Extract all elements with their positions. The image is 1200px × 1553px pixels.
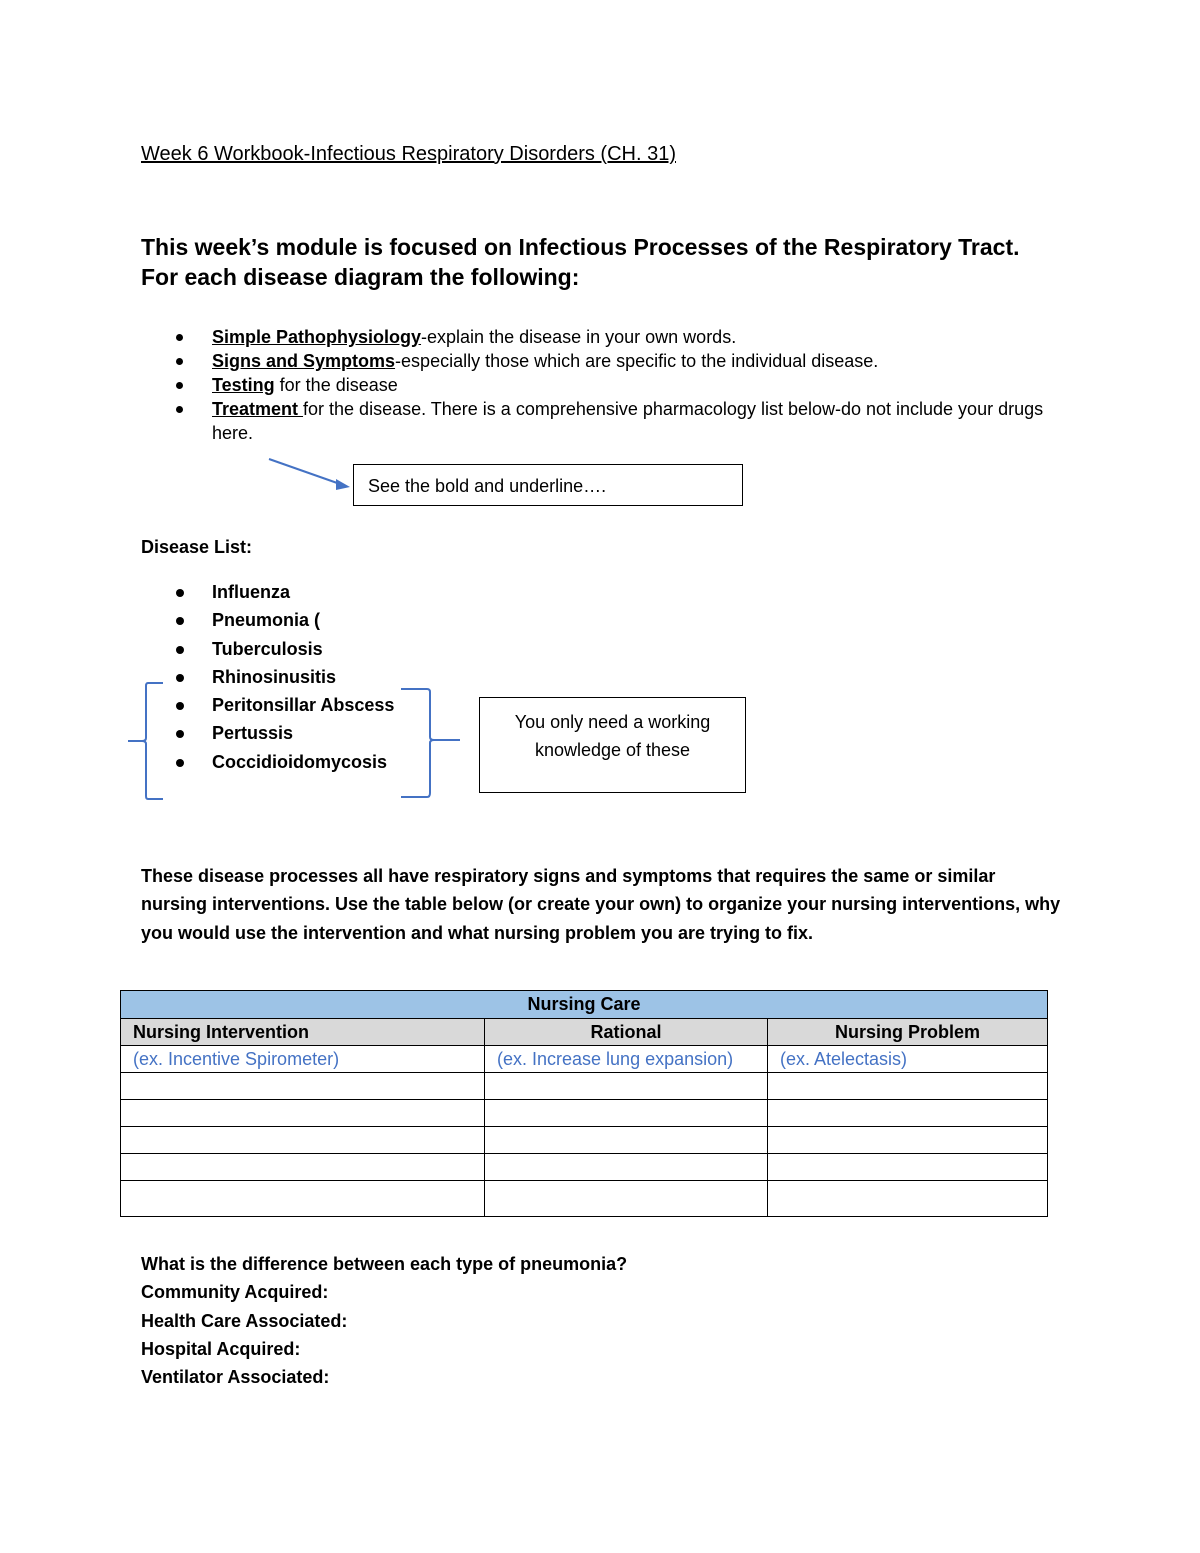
bullet-text: for the disease. There is a comprehensive pharmacology list below-do not include your drugs here. — [212, 399, 1044, 443]
note-box: You only need a working knowledge of these — [479, 697, 746, 793]
instructions-paragraph: These disease processes all have respiratory signs and symptoms that requires the same or similar nursing interventions. Use the table below (or create your own) to organize your nursing interventions, why you would use the intervention and what nursing problem you are trying to fix. — [141, 866, 1061, 943]
table-cell[interactable] — [485, 1100, 768, 1127]
arrow-icon — [269, 459, 350, 490]
callout-box: See the bold and underline…. — [353, 464, 743, 506]
intro-line-2: For each disease diagram the following: — [141, 264, 580, 290]
disease-list-label: Disease List: — [141, 537, 253, 557]
table-cell[interactable] — [768, 1127, 1048, 1154]
table-cell[interactable]: (ex. Atelectasis) — [768, 1046, 1048, 1073]
table-row — [121, 1100, 1048, 1127]
table-cell[interactable] — [121, 1154, 485, 1181]
bullet-text: -especially those which are specific to the individual disease. — [395, 351, 879, 371]
intro-line-1: This week’s module is focused on Infectious Processes of the Respiratory Tract. — [141, 234, 1020, 260]
table-cell[interactable] — [768, 1100, 1048, 1127]
bullet-key: Testing — [212, 375, 275, 395]
table-header-row — [121, 1019, 1048, 1046]
list-item: Peritonsillar Abscess — [172, 691, 394, 719]
table-row — [121, 1046, 1048, 1073]
bullet-text: for the disease — [274, 375, 398, 395]
table-row — [121, 1181, 1048, 1217]
table-cell[interactable] — [768, 1181, 1048, 1217]
table-row — [121, 1073, 1048, 1100]
question-item: Community Acquired: — [141, 1282, 329, 1303]
list-item: Influenza — [172, 578, 394, 606]
bullet-key: Treatment — [212, 399, 304, 419]
table-cell[interactable] — [485, 1181, 768, 1217]
question-heading: What is the difference between each type of pneumonia? — [141, 1254, 628, 1274]
question-item: Ventilator Associated: — [141, 1367, 330, 1388]
bullet-key: Simple Pathophysiology — [212, 327, 422, 347]
table-cell[interactable]: (ex. Incentive Spirometer) — [121, 1046, 485, 1073]
table-cell[interactable] — [485, 1073, 768, 1100]
bullet-text: -explain the disease in your own words. — [421, 327, 737, 347]
right-brace-icon — [401, 689, 460, 797]
table-title-row — [121, 991, 1048, 1019]
list-item: Rhinosinusitis — [172, 663, 394, 691]
document-title: Week 6 Workbook-Infectious Respiratory Disorders (CH. 31) — [141, 143, 676, 165]
table-cell[interactable] — [121, 1181, 485, 1217]
list-item: Pneumonia ( — [172, 606, 394, 634]
table-cell[interactable] — [121, 1073, 485, 1100]
table-cell[interactable] — [768, 1154, 1048, 1181]
table-cell[interactable] — [121, 1127, 485, 1154]
list-item: Coccidioidomycosis — [172, 748, 394, 776]
table-cell[interactable] — [485, 1127, 768, 1154]
table-title: Nursing Care — [121, 991, 1048, 1019]
column-header: Rational — [485, 1019, 768, 1046]
nursing-care-table — [120, 990, 1048, 1217]
pneumonia-questions — [141, 1250, 627, 1391]
table-row — [121, 1154, 1048, 1181]
list-item: Pertussis — [172, 719, 394, 747]
table-cell[interactable]: (ex. Increase lung expansion) — [485, 1046, 768, 1073]
left-brace-icon — [128, 683, 163, 799]
column-header: Nursing Problem — [768, 1019, 1048, 1046]
disease-list — [172, 578, 394, 776]
table-cell[interactable] — [768, 1073, 1048, 1100]
table-row — [121, 1127, 1048, 1154]
list-item: Tuberculosis — [172, 635, 394, 663]
table-cell[interactable] — [485, 1154, 768, 1181]
bullet-key: Signs and Symptoms — [212, 351, 396, 371]
table-cell[interactable] — [121, 1100, 485, 1127]
column-header: Nursing Intervention — [121, 1019, 485, 1046]
question-item: Health Care Associated: — [141, 1310, 348, 1331]
question-item: Hospital Acquired: — [141, 1338, 301, 1359]
